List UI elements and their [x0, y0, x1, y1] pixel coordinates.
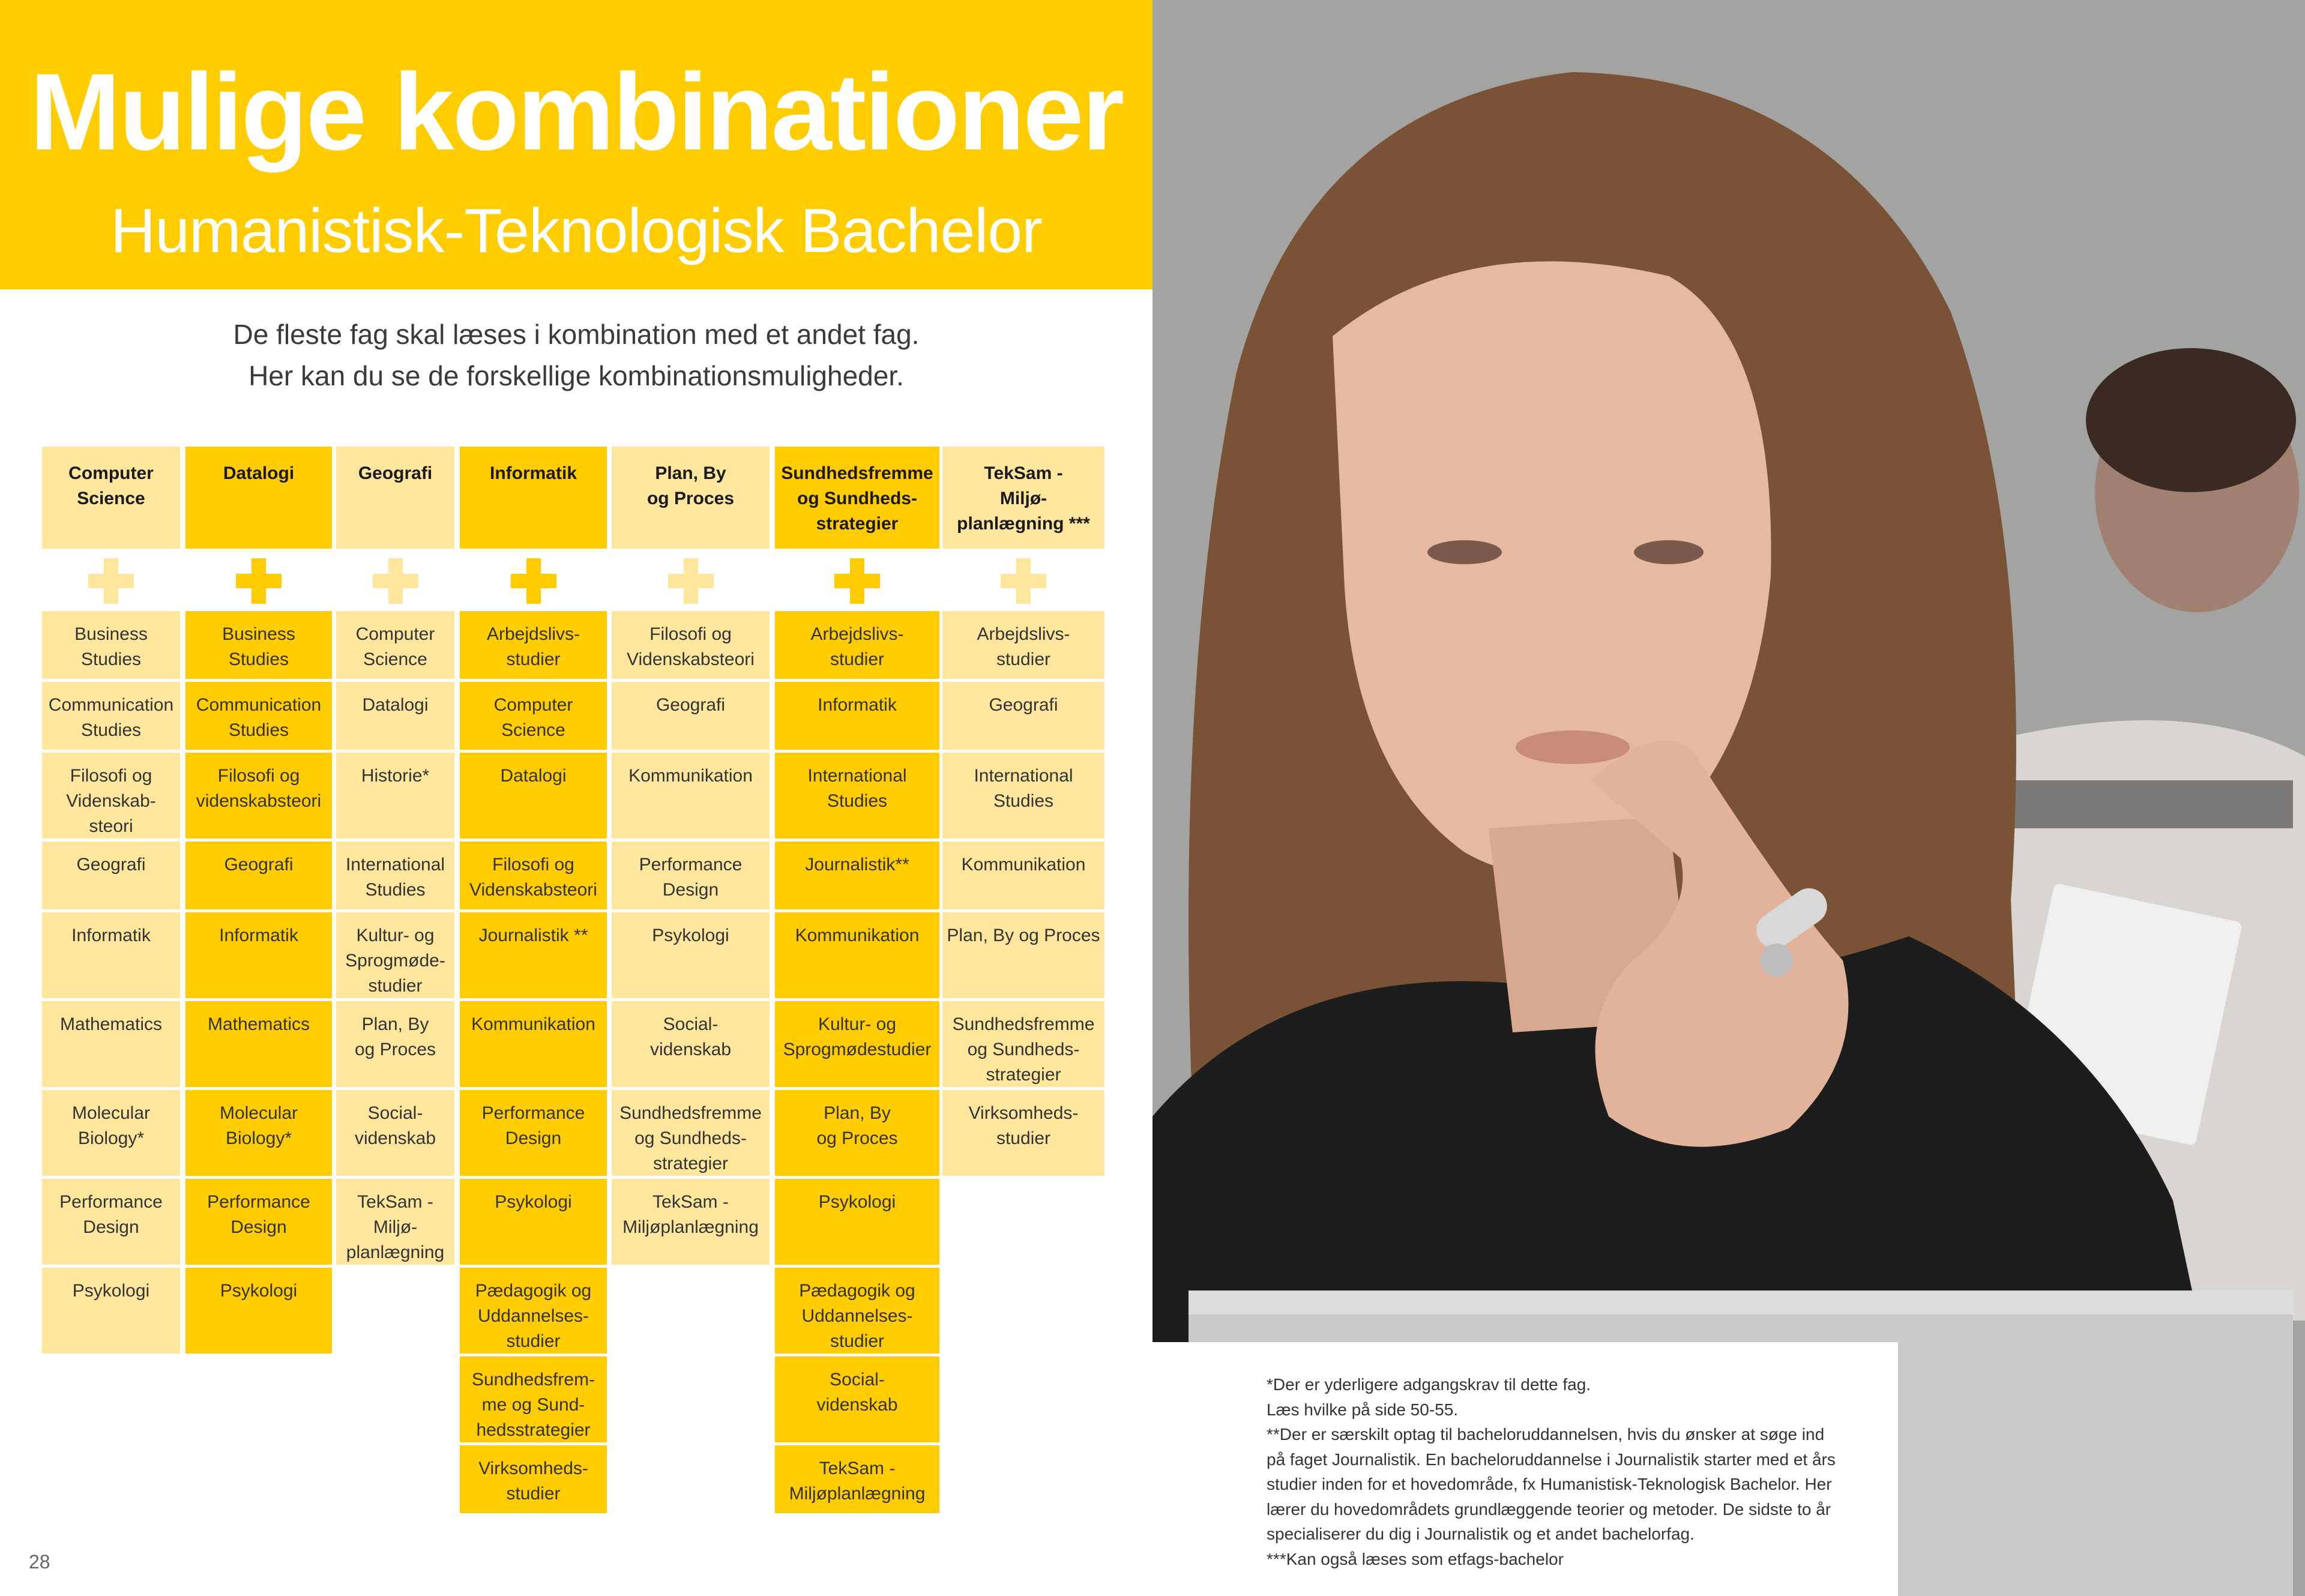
footnote-line: lærer du hovedområdets grundlæggende teorier og metoder. De sidste to år	[1267, 1499, 1831, 1519]
combination-cell-line: studier	[996, 1128, 1051, 1148]
combination-cell-line: TekSam -	[819, 1459, 896, 1478]
intro-text-line-2: Her kan du se de forskellige kombinationsmuligheder.	[249, 360, 904, 391]
footnote-line: studier inden for et hovedområde, fx Humanistisk-Teknologisk Bachelor. Her	[1267, 1475, 1832, 1493]
combination-cell-line: hedsstrategier	[476, 1420, 591, 1440]
combination-cell-line: Miljøplanlægning	[622, 1217, 759, 1237]
combination-cell-line: Kommunikation	[961, 855, 1086, 875]
column-header	[612, 447, 770, 549]
combination-cell	[460, 611, 607, 679]
combination-cell	[185, 912, 332, 998]
combination-cell-line: Communication	[196, 695, 322, 715]
combination-cell-line: Social-	[663, 1014, 719, 1034]
combination-cell-line: Informatik	[818, 695, 897, 715]
plus-icon	[511, 558, 556, 604]
combination-cell-line: TekSam -	[652, 1192, 729, 1212]
combination-cell	[612, 1001, 770, 1087]
combination-cell-line: Virksomheds-	[478, 1459, 588, 1478]
column-header-line: Miljø-	[999, 489, 1047, 508]
combination-cell-line: TekSam -	[357, 1192, 433, 1212]
combination-cell-line: Kommunikation	[471, 1014, 595, 1034]
combination-cell	[42, 1179, 180, 1265]
combination-cell-line: Plan, By	[361, 1014, 429, 1034]
column-header	[42, 447, 180, 549]
combination-cell-line: Biology*	[77, 1128, 145, 1148]
combination-cell-line: Biology*	[225, 1128, 292, 1148]
combination-cell	[942, 682, 1104, 750]
combination-cell-line: Miljøplanlægning	[789, 1484, 926, 1504]
combination-cell-line: Psykologi	[220, 1281, 298, 1301]
combination-cell-line: og Proces	[816, 1128, 898, 1148]
combination-cell	[460, 682, 607, 750]
combination-cell-line: studier	[996, 649, 1051, 669]
combination-cell-line: Sprogmøde-	[345, 951, 445, 971]
column-header	[775, 447, 939, 549]
combination-cell	[942, 753, 1104, 839]
combination-cell-line: Informatik	[219, 926, 298, 945]
combination-cell	[612, 912, 770, 998]
combination-cell	[336, 1179, 454, 1265]
combination-cell-line: International	[807, 766, 907, 786]
combination-cell-line: Filosofi og	[649, 624, 732, 644]
combination-cell	[775, 1090, 939, 1176]
combination-cell-line: Geografi	[224, 855, 294, 875]
combination-cell-line: og Sundheds-	[634, 1128, 747, 1148]
combination-cell-line: studier	[830, 1331, 885, 1351]
combination-cell	[42, 611, 180, 679]
combination-cell-line: Sundhedsfrem-	[471, 1370, 595, 1390]
combination-cell	[775, 1268, 939, 1354]
combination-cell	[612, 611, 770, 679]
combination-cell	[775, 611, 939, 679]
column-header-line: Geografi	[358, 463, 433, 483]
combination-cell	[42, 912, 180, 998]
combination-cell-line: Studies	[228, 649, 289, 669]
combination-cell-line: Filosofi og	[70, 766, 152, 786]
combination-cell-line: Journalistik**	[805, 855, 909, 875]
column-header-line: og Sundheds-	[797, 489, 917, 508]
combination-cell-line: studier	[506, 1484, 561, 1504]
combination-cell-line: videnskab	[816, 1395, 898, 1415]
combination-cell-line: Studies	[80, 720, 142, 740]
plus-icon	[668, 558, 714, 604]
combination-cell-line: Arbejdslivs-	[810, 624, 904, 644]
combination-cell	[336, 1090, 454, 1176]
combination-cell-line: Journalistik **	[478, 926, 588, 945]
combination-cell	[460, 1445, 607, 1513]
combination-cell	[185, 1090, 332, 1176]
combination-cell-line: Mathematics	[59, 1014, 163, 1034]
combination-cell-line: Videnskabsteori	[627, 649, 755, 669]
combination-cell-line: Psykologi	[72, 1281, 150, 1301]
combination-cell-line: Business	[74, 624, 148, 644]
combination-cell-line: Studies	[993, 791, 1054, 811]
combination-cell-line: International	[974, 766, 1073, 786]
combination-cell-line: Studies	[228, 720, 289, 740]
combination-cell	[460, 753, 607, 839]
combination-cell	[336, 842, 454, 909]
combination-cell	[336, 682, 454, 750]
combination-cell-line: Videnskabsteori	[469, 880, 597, 900]
combination-cell-line: videnskab	[354, 1128, 436, 1148]
combination-cell-line: Virksomheds-	[968, 1103, 1079, 1123]
combination-cell-line: Datalogi	[362, 695, 429, 715]
column-header-line: strategier	[816, 514, 899, 534]
combination-cell	[460, 1179, 607, 1265]
combination-cell-line: og Proces	[354, 1040, 436, 1059]
combination-cell-line: Sprogmødestudier	[783, 1040, 932, 1059]
combination-cell-line: Miljø-	[373, 1217, 418, 1237]
combination-cell-line: Filosofi og	[217, 766, 300, 786]
combination-cell-line: videnskabsteori	[196, 791, 322, 811]
combination-cell-line: Plan, By og Proces	[947, 926, 1100, 945]
combination-cell-line: Kommunikation	[628, 766, 753, 786]
combination-cell-line: Molecular	[71, 1103, 151, 1123]
combination-cell	[460, 1090, 607, 1176]
column-header-line: Computer	[68, 463, 154, 483]
combination-cell-line: Informatik	[71, 926, 151, 945]
combination-cell-line: Kultur- og	[356, 926, 435, 945]
combination-cell-line: Pædagogik og	[475, 1281, 592, 1301]
combination-cell-line: Studies	[827, 791, 888, 811]
combination-cell-line: Uddannelses-	[801, 1306, 913, 1326]
combination-cell	[42, 753, 180, 839]
combination-cell	[460, 842, 607, 909]
column-header-line: TekSam -	[984, 463, 1063, 483]
combination-cell	[942, 1001, 1104, 1087]
column-header-line: Science	[77, 489, 145, 508]
combination-cell-line: Historie*	[361, 766, 430, 786]
combination-cell-line: og Sundheds-	[967, 1040, 1080, 1059]
combination-cell-line: Molecular	[219, 1103, 298, 1123]
combination-cell	[942, 611, 1104, 679]
plus-icon	[373, 558, 418, 604]
combination-cell	[612, 842, 770, 909]
footnote-line: *Der er yderligere adgangskrav til dette fag.	[1267, 1375, 1591, 1394]
combination-cell	[185, 682, 332, 750]
combination-cell-line: studier	[368, 976, 423, 996]
combination-cell-line: Videnskab-	[66, 791, 156, 811]
combination-cell-line: Communication	[48, 695, 174, 715]
combination-cell	[775, 1001, 939, 1087]
plus-icon	[236, 558, 282, 604]
combination-cell	[336, 611, 454, 679]
page-subtitle: Humanistisk-Teknologisk Bachelor	[110, 196, 1042, 266]
combination-cell-line: Psykologi	[495, 1192, 572, 1212]
page-number: 28	[29, 1551, 50, 1573]
combination-cell-line: Studies	[80, 649, 142, 669]
combination-cell-line: Psykologi	[652, 926, 729, 945]
combination-cell	[42, 842, 180, 909]
combination-cell	[460, 1357, 607, 1442]
combination-cell-line: strategier	[652, 1154, 729, 1173]
column-header	[336, 447, 454, 549]
combination-cell-line: Plan, By	[824, 1103, 891, 1123]
combination-cell-line: Mathematics	[207, 1014, 310, 1034]
intro-text-line-1: De fleste fag skal læses i kombination med et andet fag.	[233, 319, 920, 350]
combination-cell-line: Sundhedsfremme	[952, 1014, 1095, 1034]
combination-cell	[775, 1445, 939, 1513]
combination-cell	[42, 1001, 180, 1087]
combination-cell-line: Computer	[355, 624, 435, 644]
combination-cell	[775, 753, 939, 839]
combination-cell	[612, 753, 770, 839]
combination-cell-line: steori	[89, 816, 133, 836]
footnote-line: på faget Journalistik. En bacheloruddannelse i Journalistik starter med et års	[1267, 1450, 1836, 1469]
combination-cell-line: Design	[83, 1217, 139, 1237]
combination-cell	[942, 1090, 1104, 1176]
combination-cell-line: strategier	[986, 1065, 1061, 1085]
combination-cell-line: Arbejdslivs-	[486, 624, 580, 644]
plus-icon	[88, 558, 134, 604]
combination-cell	[775, 912, 939, 998]
column-header-line: Sundhedsfremme	[781, 463, 933, 483]
combination-cell	[185, 753, 332, 839]
combination-cell-line: Kultur- og	[818, 1014, 897, 1034]
combination-cell	[336, 753, 454, 839]
combination-cell-line: Social-	[367, 1103, 423, 1123]
combination-cell	[185, 611, 332, 679]
combination-cell	[775, 1357, 939, 1442]
combination-cell	[42, 1090, 180, 1176]
combination-cell-line: Geografi	[989, 695, 1058, 715]
combination-cell-line: Datalogi	[500, 766, 567, 786]
combination-cell-line: Science	[501, 720, 565, 740]
combination-cell-line: Filosofi og	[492, 855, 574, 875]
combination-cell-line: Studies	[365, 880, 426, 900]
combination-cell	[775, 842, 939, 909]
combination-cell	[612, 1090, 770, 1176]
footnote-line: Læs hvilke på side 50-55.	[1267, 1400, 1459, 1419]
combination-cell	[460, 912, 607, 998]
combination-cell	[460, 1001, 607, 1087]
column-header	[185, 447, 332, 549]
column-header	[460, 447, 607, 549]
combination-cell-line: Science	[363, 649, 427, 669]
combination-cell-line: Geografi	[76, 855, 146, 875]
combination-cell-line: Performance	[639, 855, 743, 875]
combination-cell-line: Performance	[59, 1192, 163, 1212]
combination-cell-line: planlægning	[346, 1242, 445, 1262]
combination-cell-line: Design	[505, 1128, 562, 1148]
footnote-line: **Der er særskilt optag til bacheloruddannelsen, hvis du ønsker at søge ind	[1267, 1425, 1825, 1444]
column-header-line: og Proces	[646, 489, 735, 508]
combination-cell-line: studier	[506, 649, 561, 669]
footnote-line: ***Kan også læses som etfags-bachelor	[1267, 1549, 1564, 1568]
combination-cell	[42, 1268, 180, 1354]
combination-cell	[185, 1179, 332, 1265]
column-header-line: Datalogi	[223, 463, 295, 483]
combination-cell-line: Design	[230, 1217, 287, 1237]
plus-icon	[1001, 558, 1046, 604]
combination-cell	[185, 1268, 332, 1354]
combination-cell	[942, 912, 1104, 998]
combination-cell-line: Geografi	[655, 695, 726, 715]
footnote-line: specialiserer du dig i Journalistik og et andet bachelorfag.	[1267, 1525, 1695, 1543]
plus-icon	[834, 558, 880, 604]
combination-cell-line: Computer	[493, 695, 573, 715]
combination-cell	[942, 842, 1104, 909]
combination-cell-line: studier	[506, 1331, 561, 1351]
combination-cell	[185, 1001, 332, 1087]
combination-cell	[336, 912, 454, 998]
combination-cell	[42, 682, 180, 750]
footnotes	[1267, 1372, 1891, 1571]
column-header	[942, 447, 1104, 549]
combination-cell-line: Pædagogik og	[799, 1281, 915, 1301]
combination-cell-line: videnskab	[649, 1040, 732, 1059]
combination-cell-line: International	[345, 855, 445, 875]
combination-cell-line: me og Sund-	[481, 1395, 585, 1415]
combination-cell-line: Business	[222, 624, 295, 644]
combination-cell-line: Psykologi	[818, 1192, 896, 1212]
column-header-line: Informatik	[489, 463, 577, 483]
combination-cell-line: Performance	[481, 1103, 585, 1123]
combination-cell-line: studier	[830, 649, 885, 669]
combination-cell	[185, 842, 332, 909]
page-title: Mulige kombinationer	[29, 50, 1123, 173]
combination-cell-line: Sundhedsfremme	[619, 1103, 762, 1123]
column-header-line: Plan, By	[655, 463, 726, 483]
combination-cell-line: Social-	[830, 1370, 885, 1390]
column-header-line: planlægning ***	[957, 514, 1090, 534]
combination-cell-line: Arbejdslivs-	[977, 624, 1070, 644]
combination-cell-line: Design	[662, 880, 719, 900]
combination-cell	[775, 1179, 939, 1265]
combination-cell	[460, 1268, 607, 1354]
combination-cell	[775, 682, 939, 750]
combination-cell-line: Uddannelses-	[477, 1306, 589, 1326]
combination-cell	[612, 1179, 770, 1265]
combination-cell-line: Kommunikation	[795, 926, 920, 945]
combination-cell	[612, 682, 770, 750]
combination-cell	[336, 1001, 454, 1087]
combination-cell-line: Performance	[207, 1192, 310, 1212]
